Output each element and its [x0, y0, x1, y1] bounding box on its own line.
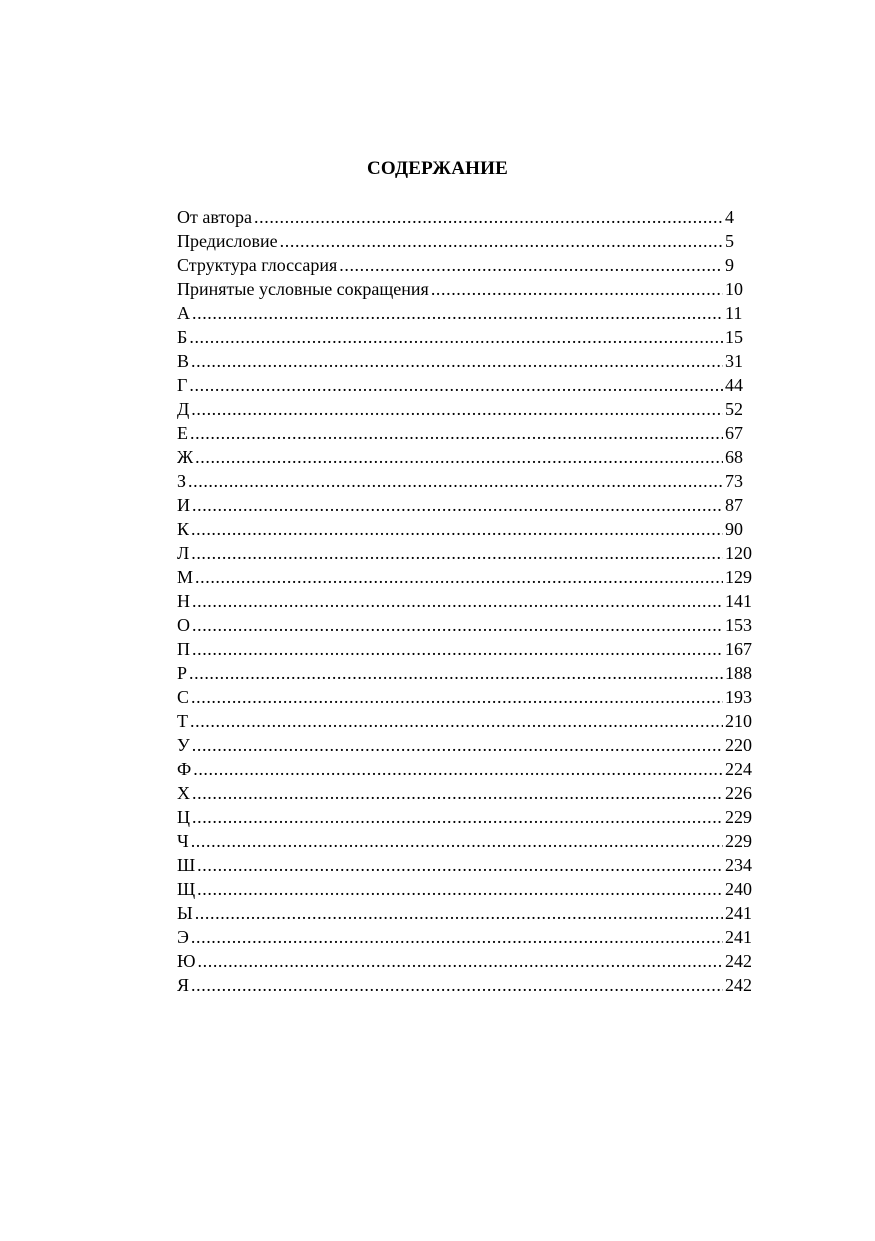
- toc-entry-page-number: 229: [725, 807, 752, 827]
- toc-entry: [177, 733, 757, 757]
- toc-entry-label: Б: [177, 327, 188, 347]
- toc-entry-page-number: 224: [725, 759, 752, 779]
- toc-entry-page-number: 240: [725, 879, 752, 899]
- toc-entry-page-number: 67: [725, 423, 743, 443]
- toc-dot-leader: [254, 205, 723, 229]
- toc-dot-leader: [191, 925, 723, 949]
- toc-entry-label: Х: [177, 783, 190, 803]
- toc-entry: [177, 421, 757, 445]
- toc-entry-page-number: 210: [725, 711, 752, 731]
- toc-entry: [177, 469, 757, 493]
- toc-dot-leader: [193, 757, 723, 781]
- toc-entry-label: Е: [177, 423, 188, 443]
- toc-entry-page-number: 242: [725, 951, 752, 971]
- table-of-contents: [177, 205, 757, 997]
- toc-entry-page-number: 188: [725, 663, 752, 683]
- toc-dot-leader: [191, 685, 723, 709]
- toc-entry: [177, 901, 757, 925]
- toc-entry: [177, 877, 757, 901]
- toc-dot-leader: [190, 709, 723, 733]
- toc-dot-leader: [189, 325, 723, 349]
- toc-entry: [177, 781, 757, 805]
- toc-dot-leader: [192, 805, 723, 829]
- toc-dot-leader: [198, 949, 723, 973]
- toc-dot-leader: [190, 421, 723, 445]
- toc-entry-label: Я: [177, 975, 190, 995]
- toc-entry-label: Р: [177, 663, 188, 683]
- toc-entry: [177, 565, 757, 589]
- toc-entry: [177, 613, 757, 637]
- toc-dot-leader: [189, 373, 723, 397]
- toc-entry-page-number: 193: [725, 687, 752, 707]
- toc-entry-label: Л: [177, 543, 190, 563]
- toc-entry-label: С: [177, 687, 190, 707]
- toc-entry-label: И: [177, 495, 190, 515]
- toc-entry-label: А: [177, 303, 190, 323]
- toc-dot-leader: [195, 445, 723, 469]
- toc-entry-label: Н: [177, 591, 190, 611]
- toc-entry: [177, 853, 757, 877]
- toc-dot-leader: [192, 781, 723, 805]
- toc-entry: [177, 709, 757, 733]
- toc-entry-label: От автора: [177, 207, 253, 227]
- toc-dot-leader: [192, 637, 723, 661]
- toc-entry-label: Структура глоссария: [177, 255, 338, 275]
- toc-entry-page-number: 15: [725, 327, 743, 347]
- toc-dot-leader: [191, 829, 723, 853]
- toc-entry: [177, 493, 757, 517]
- toc-entry: [177, 829, 757, 853]
- toc-entry: [177, 229, 757, 253]
- toc-dot-leader: [188, 469, 723, 493]
- toc-entry: [177, 805, 757, 829]
- toc-entry: [177, 301, 757, 325]
- toc-dot-leader: [197, 877, 723, 901]
- toc-entry-page-number: 129: [725, 567, 752, 587]
- toc-entry-label: Ч: [177, 831, 189, 851]
- toc-entry-label: У: [177, 735, 190, 755]
- toc-entry: [177, 253, 757, 277]
- toc-entry-label: Ц: [177, 807, 190, 827]
- toc-entry-label: Ф: [177, 759, 192, 779]
- toc-entry-page-number: 234: [725, 855, 752, 875]
- toc-entry: [177, 949, 757, 973]
- toc-dot-leader: [195, 565, 723, 589]
- toc-entry-label: Ш: [177, 855, 196, 875]
- toc-entry: [177, 277, 757, 301]
- toc-entry-label: Щ: [177, 879, 196, 899]
- toc-entry-label: З: [177, 471, 187, 491]
- toc-entry-label: В: [177, 351, 190, 371]
- toc-entry: [177, 589, 757, 613]
- toc-entry-label: М: [177, 567, 194, 587]
- toc-entry-label: Д: [177, 399, 190, 419]
- toc-entry-page-number: 229: [725, 831, 752, 851]
- toc-dot-leader: [339, 253, 723, 277]
- toc-entry-page-number: 52: [725, 399, 743, 419]
- toc-entry: [177, 925, 757, 949]
- toc-entry: [177, 397, 757, 421]
- toc-entry: [177, 349, 757, 373]
- toc-dot-leader: [431, 277, 723, 301]
- toc-entry-page-number: 120: [725, 543, 752, 563]
- toc-entry-label: О: [177, 615, 190, 635]
- toc-entry-page-number: 73: [725, 471, 743, 491]
- toc-entry-page-number: 226: [725, 783, 752, 803]
- toc-dot-leader: [192, 733, 723, 757]
- toc-entry-page-number: 220: [725, 735, 752, 755]
- toc-dot-leader: [189, 661, 723, 685]
- toc-entry: [177, 373, 757, 397]
- toc-entry-page-number: 242: [725, 975, 752, 995]
- toc-entry-page-number: 44: [725, 375, 743, 395]
- toc-entry-page-number: 241: [725, 903, 752, 923]
- toc-entry: [177, 637, 757, 661]
- toc-entry: [177, 661, 757, 685]
- page-title: СОДЕРЖАНИЕ: [367, 158, 508, 179]
- toc-entry-label: Г: [177, 375, 188, 395]
- toc-entry-label: Предисловие: [177, 231, 278, 251]
- toc-dot-leader: [191, 397, 723, 421]
- toc-entry: [177, 541, 757, 565]
- toc-entry-label: К: [177, 519, 190, 539]
- toc-entry-page-number: 141: [725, 591, 752, 611]
- toc-entry: [177, 445, 757, 469]
- toc-dot-leader: [197, 853, 723, 877]
- toc-dot-leader: [192, 301, 723, 325]
- toc-entry-page-number: 31: [725, 351, 743, 371]
- toc-dot-leader: [280, 229, 723, 253]
- toc-entry-page-number: 10: [725, 279, 743, 299]
- toc-entry: [177, 205, 757, 229]
- toc-entry-page-number: 241: [725, 927, 752, 947]
- toc-entry-label: Ы: [177, 903, 193, 923]
- toc-dot-leader: [192, 589, 723, 613]
- toc-dot-leader: [191, 973, 723, 997]
- toc-entry-label: Ж: [177, 447, 194, 467]
- toc-entry: [177, 685, 757, 709]
- toc-dot-leader: [195, 901, 723, 925]
- toc-dot-leader: [192, 493, 723, 517]
- toc-entry-label: Принятые условные сокращения: [177, 279, 429, 299]
- toc-entry-label: Э: [177, 927, 189, 947]
- toc-dot-leader: [192, 613, 723, 637]
- toc-dot-leader: [191, 349, 723, 373]
- toc-entry-label: Т: [177, 711, 188, 731]
- toc-entry-page-number: 167: [725, 639, 752, 659]
- toc-entry-page-number: 68: [725, 447, 743, 467]
- toc-entry: [177, 757, 757, 781]
- toc-entry-page-number: 11: [725, 303, 743, 323]
- toc-dot-leader: [191, 517, 723, 541]
- toc-entry: [177, 973, 757, 997]
- toc-entry-page-number: 9: [725, 255, 734, 275]
- toc-entry-page-number: 153: [725, 615, 752, 635]
- toc-entry-page-number: 87: [725, 495, 743, 515]
- toc-entry-page-number: 90: [725, 519, 743, 539]
- toc-entry-page-number: 5: [725, 231, 734, 251]
- toc-entry: [177, 517, 757, 541]
- toc-entry: [177, 325, 757, 349]
- toc-entry-page-number: 4: [725, 207, 734, 227]
- toc-entry-label: Ю: [177, 951, 196, 971]
- toc-entry-label: П: [177, 639, 190, 659]
- toc-dot-leader: [191, 541, 723, 565]
